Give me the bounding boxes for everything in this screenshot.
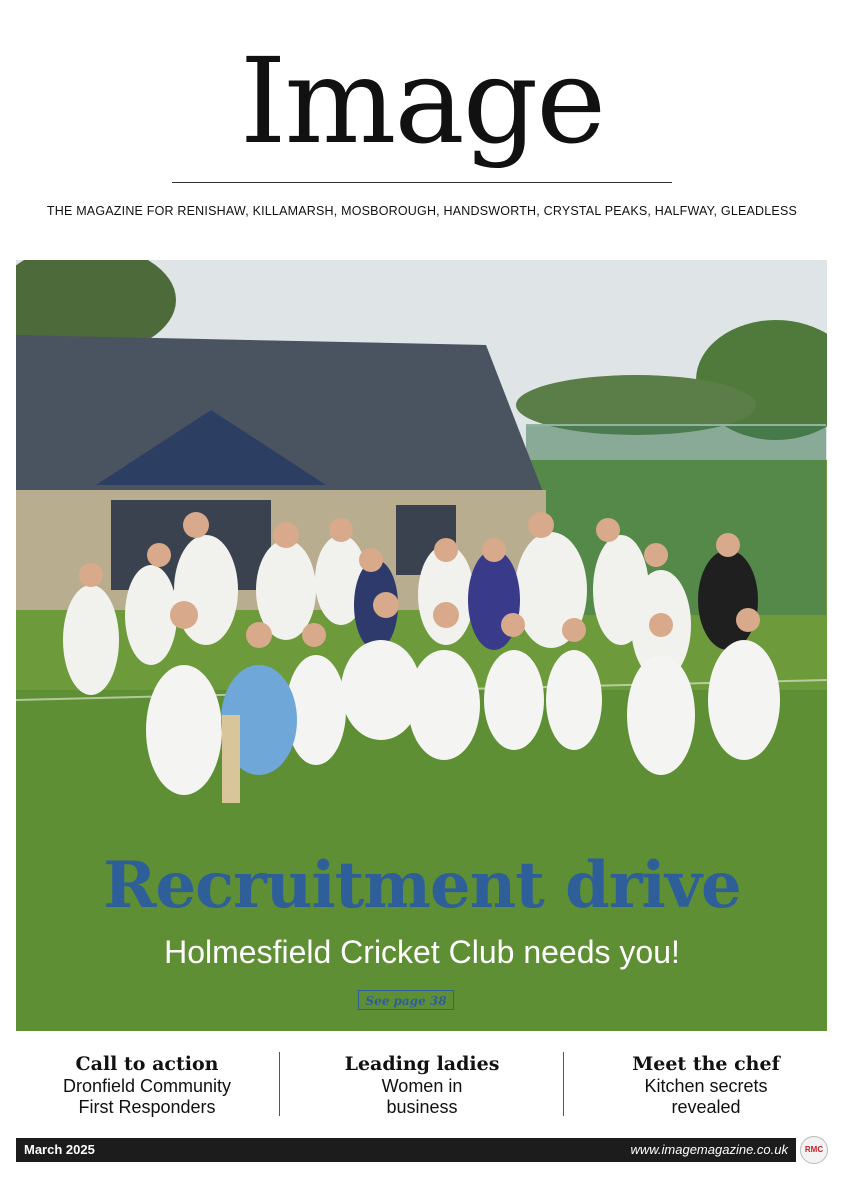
teaser-title: Call to action xyxy=(75,1053,219,1075)
cover-photo xyxy=(16,260,827,1031)
cover-headline: Recruitment drive xyxy=(103,848,741,923)
teaser-meet-the-chef[interactable] xyxy=(575,1052,837,1118)
teaser-body-line: Women in xyxy=(381,1076,463,1096)
teaser-divider xyxy=(279,1052,280,1116)
teaser-leading-ladies[interactable] xyxy=(291,1052,553,1118)
teaser-title: Meet the chef xyxy=(632,1053,780,1075)
teaser-title: Leading ladies xyxy=(344,1053,500,1075)
teaser-body-line: business xyxy=(386,1097,458,1117)
publisher-logo: RMC xyxy=(800,1136,828,1164)
cover-subheadline: Holmesfield Cricket Club needs you! xyxy=(164,934,680,970)
teaser-body-line: revealed xyxy=(671,1097,741,1117)
masthead-divider xyxy=(172,182,672,183)
website-link[interactable]: www.imagemagazine.co.uk xyxy=(630,1142,788,1157)
masthead-title: Image xyxy=(239,32,605,170)
issue-date: March 2025 xyxy=(24,1142,95,1157)
teaser-body-line: Dronfield Community xyxy=(62,1076,232,1096)
teaser-body-line: Kitchen secrets xyxy=(644,1076,768,1096)
teaser-body-line: First Responders xyxy=(78,1097,216,1117)
masthead-tagline: THE MAGAZINE FOR RENISHAW, KILLAMARSH, MOSBOROUGH, HANDSWORTH, CRYSTAL PEAKS, HALFWAY, GLEADLESS xyxy=(46,204,798,218)
teaser-divider xyxy=(563,1052,564,1116)
teaser-call-to-action[interactable] xyxy=(16,1052,278,1118)
page-reference[interactable]: See page 38 xyxy=(358,990,454,1010)
